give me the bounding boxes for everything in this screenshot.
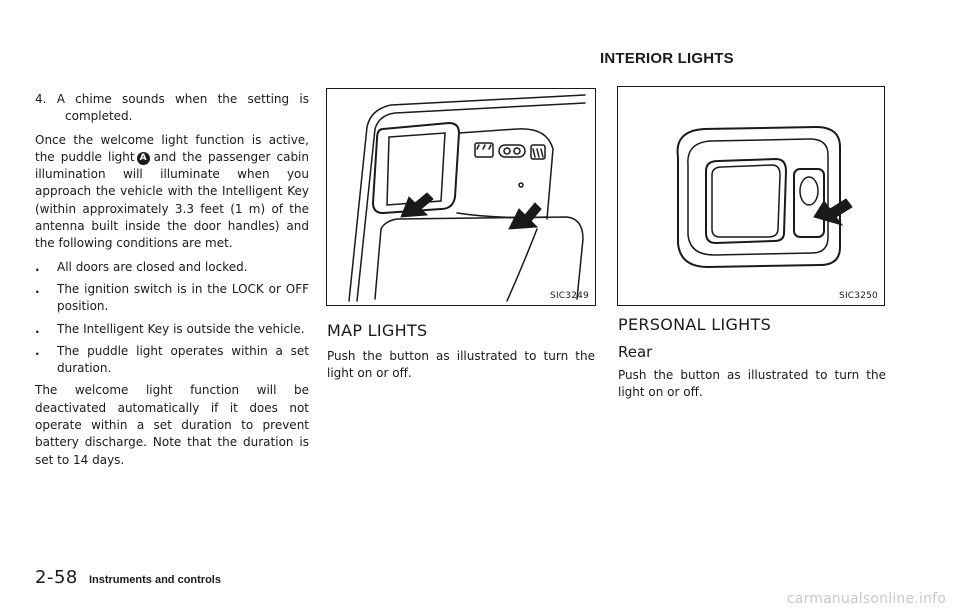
- map-lights-illustration: [327, 89, 595, 305]
- bullet-icon: .: [35, 259, 40, 274]
- list-item-text: The puddle light operates within a set duration.: [57, 343, 309, 376]
- list-item-text: The Intelligent Key is outside the vehicle.: [57, 321, 305, 336]
- figure-code: SIC3250: [839, 291, 878, 301]
- deactivation-paragraph: The welcome light function will be deactivated automatically if it does not operate within a set duration to prevent battery discharge. Note that the duration is set to 14 days.: [35, 383, 309, 467]
- step-4: [35, 91, 309, 126]
- personal-lights-heading: PERSONAL LIGHTS: [618, 315, 772, 334]
- bullet-icon: .: [35, 343, 40, 358]
- list-item: [35, 281, 309, 316]
- map-lights-figure: [326, 88, 596, 306]
- list-item: [35, 259, 309, 276]
- list-item-text: All doors are closed and locked.: [57, 259, 248, 274]
- text-column-1: [35, 91, 309, 475]
- rear-subheading: Rear: [618, 343, 653, 361]
- watermark: carmanualsonline.info: [786, 591, 946, 607]
- paragraph-text: and the passenger cabin illumination will illuminate when you approach the vehicle with the Intelligent Key (within approximately 3.3 feet (1 m) of the antenna built inside the door handles) and the following conditions are met.: [35, 149, 309, 251]
- callout-a-icon: A: [137, 152, 150, 165]
- bullet-icon: .: [35, 281, 40, 296]
- page-number: 2-58: [35, 567, 78, 588]
- bullet-icon: .: [35, 321, 40, 336]
- map-lights-body: Push the button as illustrated to turn the light on or off.: [327, 349, 595, 381]
- step-number: 4.: [35, 92, 47, 106]
- personal-lights-figure: [617, 86, 885, 306]
- list-item-text: The ignition switch is in the LOCK or OFF position.: [57, 281, 309, 314]
- personal-lights-body: Push the button as illustrated to turn the light on or off.: [618, 368, 886, 400]
- figure-code: SIC3249: [550, 291, 589, 301]
- step-text: A chime sounds when the setting is completed.: [56, 92, 309, 124]
- welcome-light-paragraph: [35, 132, 309, 253]
- paragraph-text: Once the welcome light function is active, the puddle light: [35, 132, 309, 164]
- personal-lights-illustration: [618, 87, 884, 305]
- page-footer: [35, 567, 221, 588]
- list-item: [35, 343, 309, 378]
- chapter-title: Instruments and controls: [88, 574, 221, 586]
- section-title: INTERIOR LIGHTS: [600, 50, 734, 67]
- map-lights-heading: MAP LIGHTS: [327, 321, 428, 340]
- list-item: [35, 321, 309, 338]
